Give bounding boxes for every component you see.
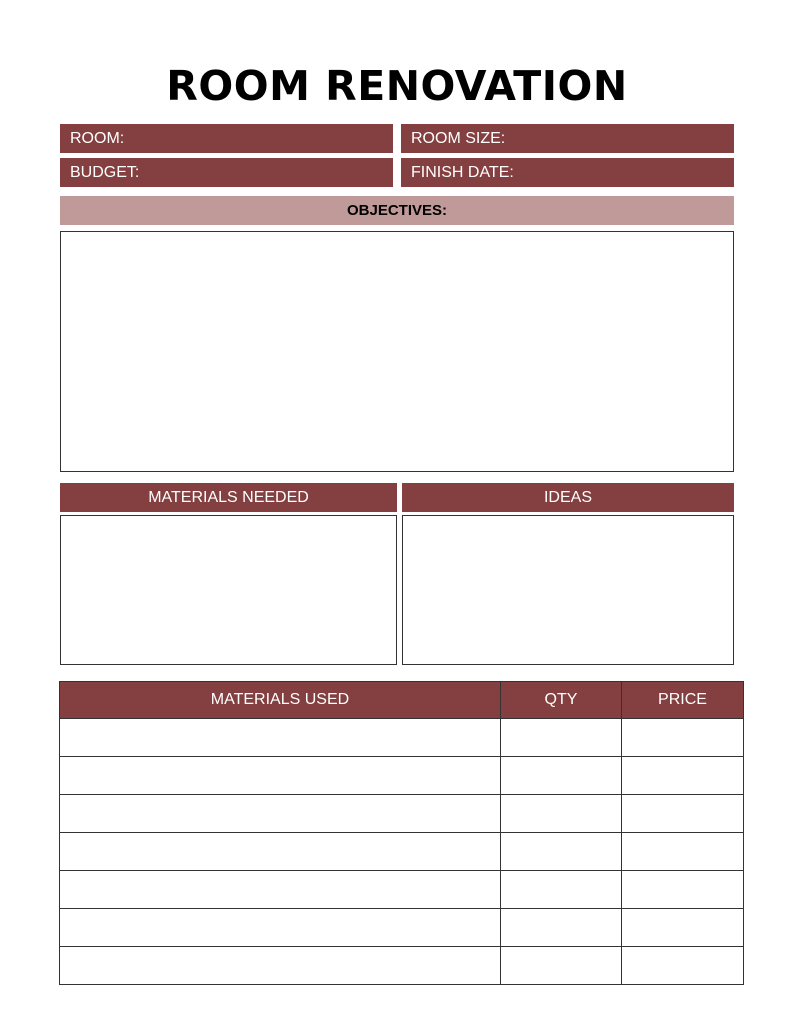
materials-used-table — [59, 681, 744, 985]
qty-cell[interactable] — [501, 833, 622, 871]
finish-date-label: FINISH DATE: — [411, 164, 514, 181]
table-header-row — [60, 682, 744, 719]
price-cell[interactable] — [622, 947, 744, 985]
table-row — [60, 719, 744, 757]
price-cell[interactable] — [622, 719, 744, 757]
qty-cell[interactable] — [501, 757, 622, 795]
table-row — [60, 947, 744, 985]
budget-label: BUDGET: — [70, 164, 140, 181]
materials-needed-box[interactable] — [60, 515, 397, 665]
objectives-heading: OBJECTIVES: — [60, 196, 734, 225]
table-row — [60, 757, 744, 795]
table-row — [60, 909, 744, 947]
price-cell[interactable] — [622, 909, 744, 947]
column-header-materials-used: MATERIALS USED — [60, 682, 501, 719]
materials-needed-heading: MATERIALS NEEDED — [60, 483, 397, 512]
column-header-price: PRICE — [622, 682, 744, 719]
qty-cell[interactable] — [501, 909, 622, 947]
table-row — [60, 795, 744, 833]
material-cell[interactable] — [60, 947, 501, 985]
room-label: ROOM: — [70, 130, 125, 147]
room-size-field[interactable] — [401, 124, 734, 153]
ideas-box[interactable] — [402, 515, 734, 665]
price-cell[interactable] — [622, 757, 744, 795]
room-field[interactable] — [60, 124, 393, 153]
budget-field[interactable] — [60, 158, 393, 187]
price-cell[interactable] — [622, 833, 744, 871]
qty-cell[interactable] — [501, 795, 622, 833]
material-cell[interactable] — [60, 871, 501, 909]
table-row — [60, 871, 744, 909]
finish-date-field[interactable] — [401, 158, 734, 187]
material-cell[interactable] — [60, 795, 501, 833]
room-size-label: ROOM SIZE: — [411, 130, 506, 147]
material-cell[interactable] — [60, 909, 501, 947]
page-title: ROOM RENOVATION — [166, 62, 628, 110]
price-cell[interactable] — [622, 795, 744, 833]
price-cell[interactable] — [622, 871, 744, 909]
material-cell[interactable] — [60, 719, 501, 757]
qty-cell[interactable] — [501, 719, 622, 757]
ideas-heading: IDEAS — [402, 483, 734, 512]
qty-cell[interactable] — [501, 947, 622, 985]
qty-cell[interactable] — [501, 871, 622, 909]
column-header-qty: QTY — [501, 682, 622, 719]
material-cell[interactable] — [60, 833, 501, 871]
material-cell[interactable] — [60, 757, 501, 795]
table-row — [60, 833, 744, 871]
objectives-box[interactable] — [60, 231, 734, 472]
